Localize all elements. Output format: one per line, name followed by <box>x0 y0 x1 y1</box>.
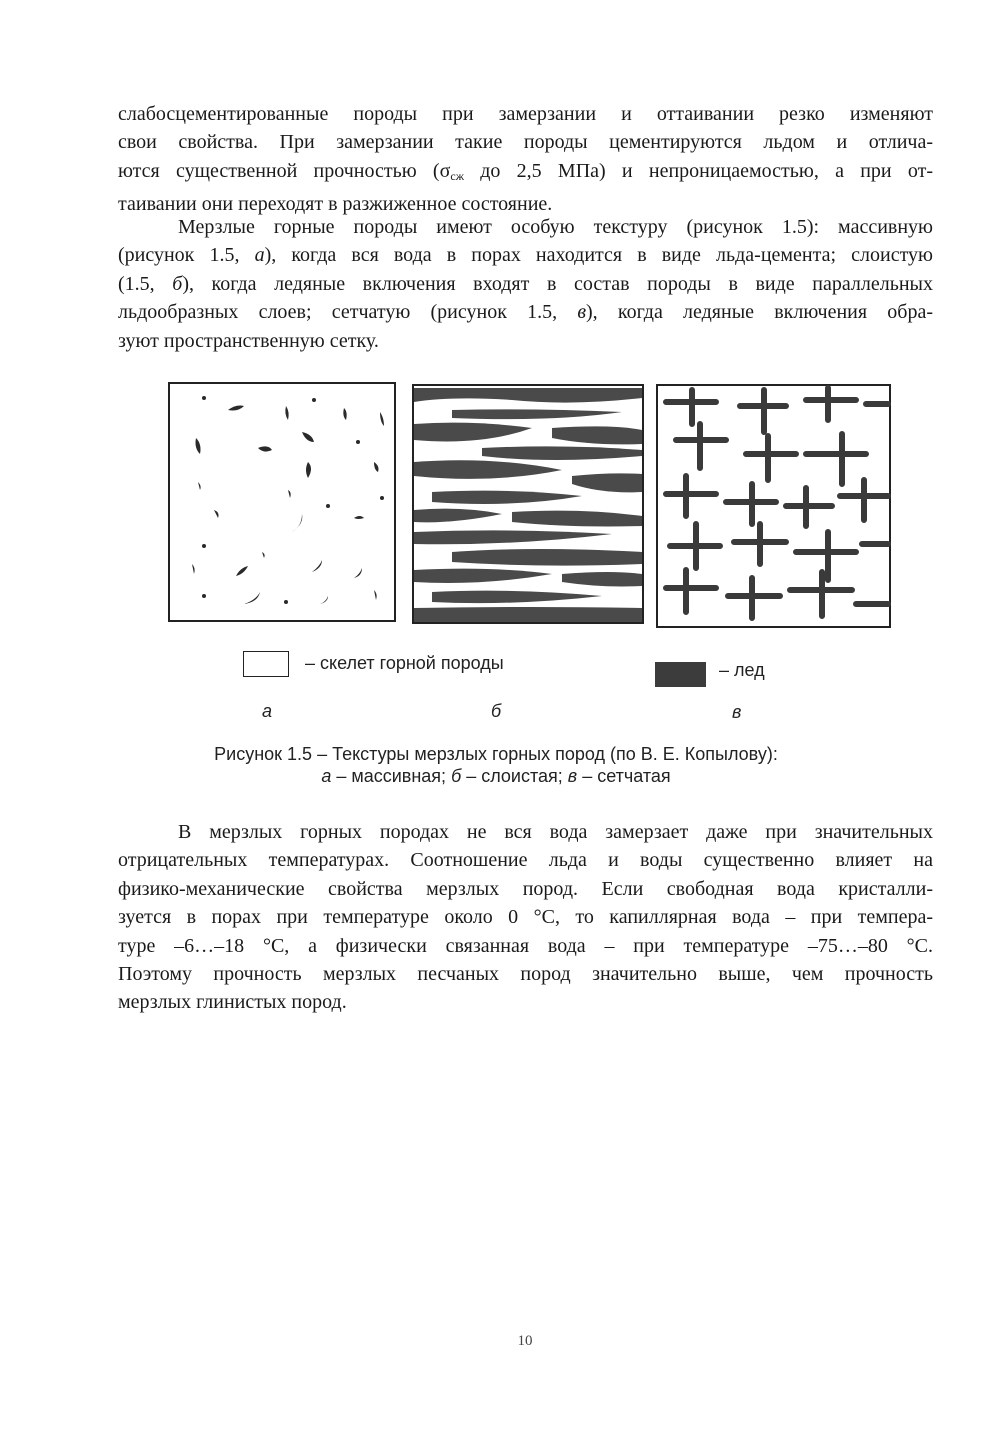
panel-label-c: в <box>732 702 742 722</box>
text-segment: ются существенной прочностью (σ <box>118 159 451 182</box>
caption-key-b: б <box>451 766 462 786</box>
text-line: зуется в порах при температуре около 0 °С, то капиллярная вода – при темпера- <box>118 906 933 929</box>
text-line: В мерзлых горных породах не вся вода замерзает даже при значительных <box>178 821 933 843</box>
text-segment: до 2,5 МПа) и непроницаемостью, а при от- <box>464 159 934 182</box>
text-line <box>118 270 933 298</box>
text-segment: а <box>254 244 265 267</box>
text-line: зуют пространственную сетку. <box>118 329 379 352</box>
texture-massive-panel <box>168 382 396 622</box>
text-line: физико-механические свойства мерзлых пород. Если свободная вода кристалли- <box>118 877 933 900</box>
text-line <box>118 241 933 269</box>
text-segment: (1.5, <box>118 272 173 295</box>
panel-label-a: а <box>262 701 273 721</box>
legend-ice-label: – лед <box>719 660 765 680</box>
text-line: отрицательных температурах. Соотношение льда и воды существенно влияет на <box>118 849 933 872</box>
texture-layered-panel <box>412 384 644 624</box>
panel-label-b: б <box>491 701 502 721</box>
subscript: сж <box>450 168 464 183</box>
text-segment: ), когда ледяные включения обра- <box>586 301 933 324</box>
caption-text-a: – массивная; <box>331 766 452 786</box>
text-line <box>118 298 933 326</box>
text-segment: в <box>577 301 587 324</box>
figure-caption-title: Рисунок 1.5 – Текстуры мерзлых горных пород (по В. Е. Копылову): <box>214 744 778 764</box>
text-segment: (рисунок 1.5, <box>118 244 255 267</box>
caption-text-c: – сетчатая <box>577 766 671 786</box>
text-line: Мерзлые горные породы имеют особую текстуру (рисунок 1.5): массивную <box>178 216 933 238</box>
caption-key-c: в <box>567 766 578 786</box>
page-number: 10 <box>517 1333 533 1349</box>
text-line: таивании они переходят в разжиженное состояние. <box>118 193 553 216</box>
text-line: туре –6…–18 °С, а физически связанная вода – при температуре –75…–80 °С. <box>118 934 933 957</box>
panel-frame <box>169 383 395 621</box>
figure-caption-legend <box>26 766 966 787</box>
paragraph-2 <box>118 213 933 355</box>
text-line: мерзлых глинистых пород. <box>118 991 347 1014</box>
text-segment: льдообразных слоев; сетчатую (рисунок 1.5, <box>118 301 578 324</box>
legend-ice-swatch <box>655 662 706 687</box>
text-segment: ), когда вся вода в порах находится в виде льда-цемента; слоистую <box>264 244 933 267</box>
text-line: Поэтому прочность мерзлых песчаных пород значительно выше, чем прочность <box>118 963 933 986</box>
legend-skeleton-label: – скелет горной породы <box>305 653 504 673</box>
text-segment: ), когда ледяные включения входят в состав породы в виде параллельных <box>182 272 933 295</box>
panel-frame <box>413 385 643 623</box>
legend-skeleton-swatch <box>243 651 289 677</box>
text-line: свои свойства. При замерзании такие породы цементируются льдом и отлича- <box>118 131 933 154</box>
caption-key-a: а <box>321 766 332 786</box>
paragraph-1 <box>118 100 933 219</box>
caption-text-b: – слоистая; <box>461 766 568 786</box>
texture-reticulate-panel <box>656 384 891 628</box>
text-segment: б <box>172 272 183 295</box>
text-line: слабосцементированные породы при замерзании и оттаивании резко изменяют <box>118 103 933 125</box>
text-line <box>118 157 933 190</box>
paragraph-3 <box>118 818 933 1017</box>
